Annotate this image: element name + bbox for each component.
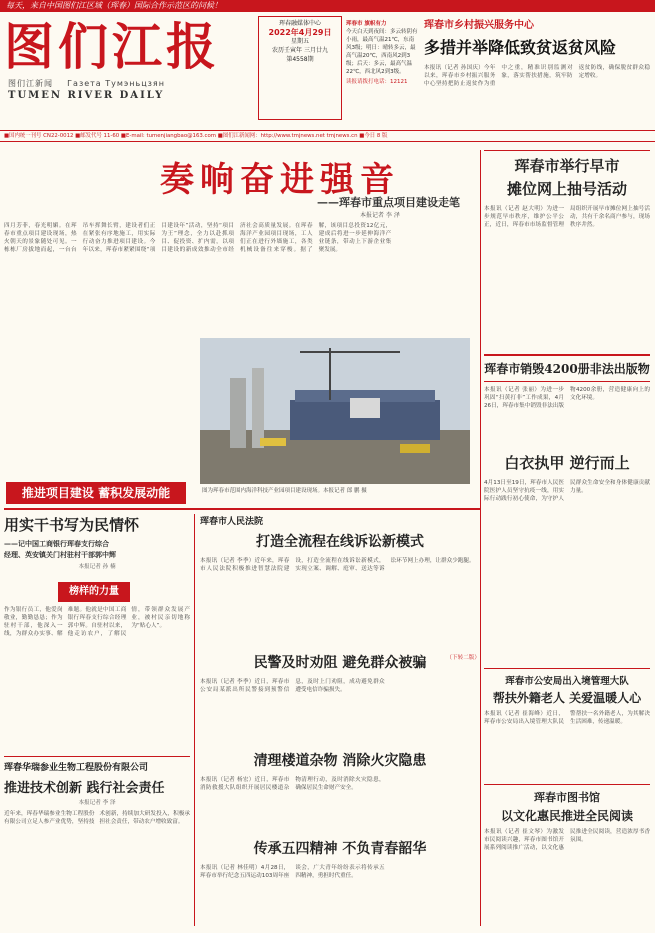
story-youth-body: 本报讯（记者 林佳明）4月28日，珲春市举行纪念五四运动103周年座谈会，广大青年纷纷表示将传承五四精神，勇担时代重任。	[200, 865, 385, 879]
story-library-headline-1: 珲春市图书馆	[534, 791, 600, 804]
story-foreigner-aid-headline-2: 帮扶外籍老人 关爱温暖人心	[492, 691, 642, 705]
lead-photo	[200, 338, 470, 484]
weather-box	[346, 20, 418, 86]
story-publications	[484, 354, 650, 446]
story-stalls-headline-1: 珲春市举行早市	[514, 157, 620, 175]
story-poverty	[424, 16, 650, 140]
lead-banner: 推进项目建设 蓄积发展动能	[6, 482, 186, 504]
issue-date: 2022年4月29日	[268, 28, 332, 37]
story-police	[200, 652, 480, 742]
story-foreigner-aid-headline-1: 珲春市公安局出入境管理大队	[505, 676, 629, 687]
lunar-date: 农历壬寅年 三月廿九	[272, 47, 328, 54]
masthead-subtitles	[8, 78, 248, 101]
lead-subhead: ——珲春市重点项目建设走笔	[317, 196, 460, 209]
story-poverty-headline: 多措并举降低致贫返贫风险	[424, 38, 617, 57]
lead-photo-caption: 图为珲春市范围内海洋科技产业园项目建设现场。本报记者 郎 鹏 摄	[202, 488, 367, 494]
story-banker-subhead-1: ——记中国工商银行珲春支行综合	[4, 540, 109, 548]
subscribe-phone: 读报请拨打电话：12121	[346, 79, 408, 85]
story-company-byline: 本报记者 李 泽	[78, 800, 116, 806]
story-court-kicker: 珲春市人民法院	[200, 517, 264, 527]
story-company-headline-2: 推进技术创新 践行社会责任	[4, 781, 165, 796]
masthead-title: 图们江报	[4, 17, 220, 76]
story-youth	[200, 838, 480, 928]
story-court-continued: （下转二版）	[446, 655, 480, 661]
story-banker-subhead-2: 经理、英安镇关门村驻村干部郭中辉	[4, 551, 116, 559]
story-poverty-kicker: 珲春市乡村振兴服务中心	[424, 20, 534, 31]
story-foreigner-aid	[484, 668, 650, 782]
story-court-body: 本报讯（记者 李季）近年来，珲春市人民法院积极推进智慧法院建设，打造全流程在线诉讼新模式，实现立案、调解、庭审、送达等诉讼环节网上办理，让群众少跑腿。	[200, 558, 475, 572]
masthead-en: TUMEN RIVER DAILY	[8, 90, 165, 101]
office: 珲春融媒体中心	[278, 20, 321, 27]
weather-text: 今天白天到夜间：多云转阴有小雨，最高气温21℃，东南风3级；明日：晴转多云，最高气温20℃，西南风2到3级；后天：多云，最高气温22℃，西北风2到3级。	[346, 29, 418, 75]
story-stalls	[484, 150, 650, 309]
story-fire-headline: 清理楼道杂物 消除火灾隐患	[253, 753, 427, 769]
story-stalls-body: 本报讯（记者 赵大明）为进一步规范早市秩序，维护公平公正，近日，珲春市市场监督管理局组织开展早市摊位网上抽号活动，共有千余名商户参与，现场秩序井然。	[484, 206, 650, 228]
issue-number: 第4558期	[286, 56, 314, 63]
lead-byline: 本报记者 李 泽	[360, 212, 400, 219]
story-poverty-body: 本报讯（记者 孙国庆）今年以来，珲春市乡村振兴服务中心坚持把防止返贫作为重中之重，精准识别监测对象，落实帮扶措施，筑牢防返贫防线，确保脱贫群众稳定增收。	[424, 65, 650, 87]
story-court	[200, 514, 480, 661]
story-police-body: 本报讯（记者 李季）近日，珲春市公安局某派出所民警接到预警信息，及时上门劝阻，成功避免群众遭受电信诈骗损失。	[200, 679, 385, 693]
story-court-headline: 打造全流程在线诉讼新模式	[256, 534, 424, 550]
story-library-body: 本报讯（记者 崔文琴）为激发市民阅读兴趣，珲春市图书馆开展系列阅读推广活动，以文化惠民推进全民阅读，营造浓厚书香氛围。	[484, 829, 650, 851]
masthead-zh-sub: 图们江新闻	[8, 79, 53, 88]
story-publications-headline: 珲春市销毁4200册非法出版物	[484, 354, 650, 382]
story-banker-byline: 本报记者 孙 楠	[78, 564, 116, 570]
story-medics	[484, 452, 650, 575]
story-fire-body: 本报讯（记者 杨宏）近日，珲春市消防救援大队组织开展居民楼道杂物清理行动，及时消除火灾隐患，确保居民生命财产安全。	[200, 777, 385, 791]
story-medics-body: 4月13日至19日，珲春市人民医院医护人员坚守抗疫一线，用实际行动践行初心使命，为守护人民群众生命安全和身体健康贡献力量。	[484, 480, 650, 502]
slogan-strip: 每天，来自中国图们江区域（珲春）国际合作示范区的问候！	[0, 0, 655, 12]
story-fire	[200, 750, 480, 832]
story-police-headline: 民警及时劝阻 避免群众被骗	[253, 655, 427, 671]
story-company-body: 近年来，珲春华瑞参业生物工程股份有限公司立足人参产业优势，坚持技术创新，持续加大研发投入，积极承担社会责任，带动农户增收致富。	[4, 811, 190, 825]
story-library-headline-2: 以文化惠民推进全民阅读	[500, 809, 633, 823]
weekday: 星期五	[290, 38, 309, 45]
construction-site-illustration	[200, 338, 470, 484]
lead-headline: 奏响奋进强音	[160, 160, 400, 200]
story-banker	[4, 514, 190, 570]
story-banker-body: 作为银行员工，他爱岗敬业，勤勤恳恳；作为驻村干部，他深入一线，为群众办实事、解难题。他就是中国工商银行珲春支行综合经理郭中辉。自驻村以来，他走访农户，了解民情，带领群众发展产业，被村民亲切地称为“贴心人”。	[4, 607, 190, 637]
story-library	[484, 784, 650, 916]
story-company	[4, 760, 190, 932]
story-company-headline-1: 珲春华瑞参业生物工程股份有限公司	[4, 763, 149, 773]
weather-title: 珲春市 旗帜有力	[346, 21, 387, 27]
masthead-logo	[4, 18, 244, 76]
story-medics-headline: 白衣执甲 逆行而上	[504, 454, 630, 472]
story-banker-headline: 用实干书写为民情怀	[4, 516, 140, 534]
section-divider	[4, 508, 480, 510]
lead-body: 四月芳菲，春光明媚。在珲春市重点项目建设现场，热火朝天的景象随处可见。一栋栋厂房拔地而起，一台台吊车挥舞长臂，建设者们正在紧张有序地施工，用实际行动奋力推进项目建设。今年以来，珲春市紧紧围绕“项目建设年”活动，坚持“项目为王”理念，全力以赴抓项目、促投资、扩内需，以项目建设的新成效推动全市经济社会高质量发展。在珲春海洋产业园项目现场，工人们正在进行外墙施工，各类机械设备往来穿梭。据了解，该项目总投资12亿元，建成后将进一步延伸海洋产业链条，带动上下游企业集聚发展。	[4, 223, 392, 253]
story-publications-body: 本报讯（记者 张丽）为进一步巩固“扫黄打非”工作成果，4月26日，珲春市集中销毁非法出版物4200余册，营造健康向上的文化环境。	[484, 387, 650, 409]
story-foreigner-aid-body: 本报讯（记者 崔海峰）近日，珲春市公安局出入境管理大队民警帮扶一名外籍老人，为其解决生活困难，传递温暖。	[484, 711, 650, 725]
issue-info-box	[258, 16, 342, 120]
story-youth-headline: 传承五四精神 不负青春韶华	[253, 841, 427, 857]
role-model-badge: 榜样的力量	[58, 582, 130, 602]
info-bar: ■国内统一刊号 CN22-0012 ■邮发代号 11-60 ■E-mail: tumenjiangbao@163.com ■图们江新闻网：http://www.tmjnews.net tmjnews.cn ■今日 8 版	[0, 130, 655, 142]
masthead-latin: Газета Тумэньцзян	[67, 79, 165, 88]
story-stalls-headline-2: 摊位网上抽号活动	[506, 180, 627, 198]
